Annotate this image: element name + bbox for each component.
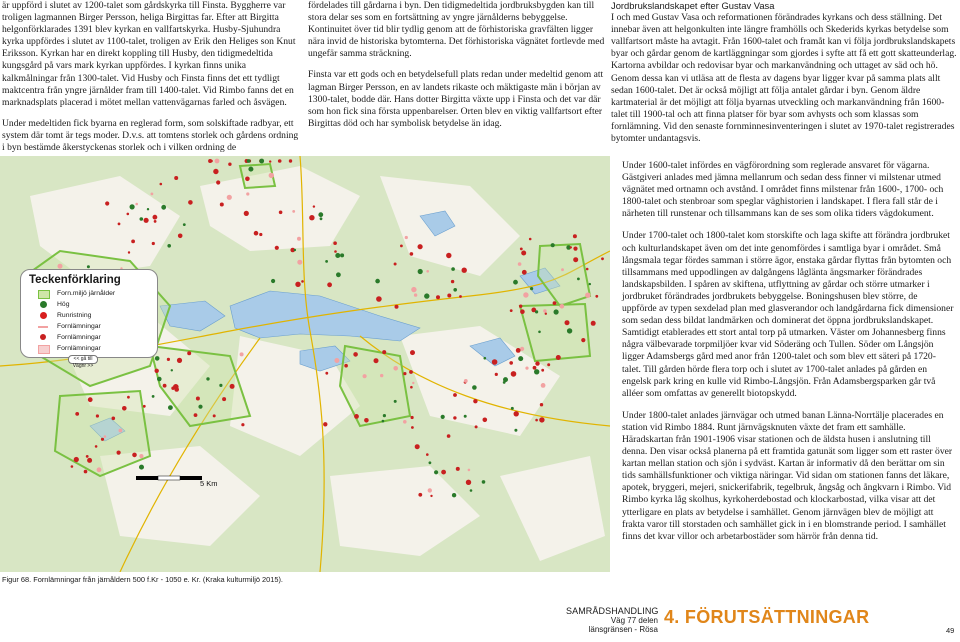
- map-legend: [20, 269, 158, 358]
- monument-marker: [132, 453, 137, 458]
- paragraph: I och med Gustav Vasa och reformationen förändrades kyrkans och dess ställning. Det innebar även att helgonkulten inte längre framhölls och Skederids kyrkas betydelse som vallfartsort måste ha avtagit. Från 1600-talet och framåt kan vi följa jordbrukslandskapets byar och gårdar genom de kartläggningar som gjordes i syfte att få ett gott skatteunderlag. Kartorna avbildar och redovisar byar och markanvändning och uttaget av säd och hö. Genom dessa kan vi utläsa att de flesta av dagens byar ligger kvar på samma plats allt sedan 1600-talet. Det är också möjligt att följa antalet gårdar i byn. Genom äldre kartmaterial är det möjligt att följa byarnas utveckling och markanvändning från 1600-talet till 1900-tal och att finna platser för byar som avhysts och som klassas som fornlämning. Vid den senaste fornminnesinventeringen i slutet av 1970-talet registrerades bytomter undantagsvis.: [611, 12, 957, 145]
- monument-marker: [426, 453, 429, 456]
- document-status: SAMRÅDSHANDLING: [566, 606, 659, 616]
- monument-marker: [127, 213, 130, 216]
- monument-marker: [434, 470, 438, 474]
- monument-marker: [415, 444, 420, 449]
- monument-marker: [510, 309, 513, 312]
- monument-marker: [275, 246, 279, 250]
- legend-label: Fornlämningar: [57, 334, 101, 341]
- monument-marker: [565, 320, 570, 325]
- monument-marker: [418, 244, 423, 249]
- legend-label: Hög: [57, 301, 70, 308]
- monument-marker: [297, 237, 301, 241]
- monument-marker: [269, 173, 274, 178]
- monument-marker: [104, 435, 107, 438]
- legend-label: Forn.miljö järnålder: [57, 290, 116, 297]
- monument-marker: [522, 270, 527, 275]
- monument-marker: [573, 234, 577, 238]
- monument-marker: [394, 263, 397, 266]
- legend-item: [21, 343, 157, 354]
- monument-marker: [97, 467, 102, 472]
- monument-marker: [228, 163, 231, 166]
- monument-marker: [483, 418, 488, 423]
- monument-marker: [534, 369, 539, 374]
- monument-marker: [520, 309, 525, 314]
- monument-marker: [155, 356, 160, 361]
- monument-marker: [412, 382, 414, 384]
- monument-marker: [131, 240, 135, 244]
- monument-marker: [553, 301, 557, 305]
- monument-marker: [105, 201, 109, 205]
- monument-marker: [446, 253, 451, 258]
- monument-marker: [589, 283, 591, 285]
- monument-marker: [344, 364, 348, 368]
- monument-marker: [541, 383, 546, 388]
- monument-marker: [395, 305, 399, 309]
- monument-marker: [160, 183, 163, 186]
- dot-icon: [40, 334, 46, 340]
- monument-marker: [535, 361, 539, 365]
- legend-title: Teckenförklaring: [29, 274, 121, 286]
- monument-marker: [495, 373, 498, 376]
- monument-marker: [470, 489, 473, 492]
- monument-marker: [87, 458, 92, 463]
- monument-marker: [259, 233, 262, 236]
- monument-marker: [535, 419, 538, 422]
- monument-marker: [289, 159, 292, 162]
- monument-marker: [96, 414, 99, 417]
- monument-marker: [551, 243, 555, 247]
- monument-marker: [163, 384, 167, 388]
- monument-marker: [327, 282, 332, 287]
- monument-marker: [473, 399, 477, 403]
- monument-marker: [157, 377, 162, 382]
- monument-marker: [153, 215, 158, 220]
- legend-label: Fornlämningar: [57, 323, 101, 330]
- monument-marker: [441, 415, 445, 419]
- monument-marker: [323, 422, 327, 426]
- legend-item: [21, 310, 157, 321]
- green-area-icon: [38, 290, 50, 299]
- monument-marker: [334, 250, 337, 253]
- monument-marker: [167, 358, 170, 361]
- monument-marker: [374, 358, 379, 363]
- monument-marker: [183, 223, 186, 226]
- monument-marker: [453, 393, 457, 397]
- monument-marker: [139, 465, 144, 470]
- monument-marker: [447, 294, 451, 298]
- legend-item: [21, 299, 157, 310]
- monument-marker: [429, 461, 432, 464]
- monument-marker: [462, 268, 467, 273]
- monument-marker: [178, 234, 183, 239]
- monument-marker: [529, 238, 532, 241]
- monument-marker: [430, 495, 432, 497]
- monument-marker: [533, 366, 537, 370]
- legend-item: [21, 288, 157, 299]
- monument-marker: [535, 310, 538, 313]
- monument-marker: [130, 204, 135, 209]
- legend-label: Runristning: [57, 312, 92, 319]
- monument-marker: [403, 372, 406, 375]
- monument-marker: [591, 321, 596, 326]
- monument-marker: [484, 357, 487, 360]
- monument-marker: [380, 374, 383, 377]
- page-number: 49: [946, 626, 955, 635]
- monument-marker: [161, 205, 166, 210]
- monument-marker: [410, 350, 415, 355]
- monument-marker: [539, 417, 544, 422]
- monument-marker: [364, 418, 369, 423]
- monument-marker: [585, 293, 590, 298]
- text-column-2: [308, 0, 608, 139]
- monument-marker: [230, 384, 235, 389]
- monument-marker: [511, 407, 514, 410]
- monument-marker: [601, 257, 604, 260]
- monument-marker: [503, 377, 508, 382]
- monument-marker: [188, 200, 193, 205]
- monument-marker: [375, 279, 380, 284]
- monument-marker: [541, 369, 544, 372]
- monument-marker: [560, 304, 565, 309]
- monument-marker: [411, 426, 414, 429]
- monument-marker: [451, 280, 454, 283]
- monument-marker: [151, 193, 154, 196]
- monument-marker: [84, 470, 88, 474]
- legend-item: [21, 332, 157, 343]
- monument-marker: [294, 249, 296, 251]
- monument-marker: [271, 279, 275, 283]
- monument-marker: [88, 397, 93, 402]
- monument-marker: [269, 160, 271, 162]
- monument-marker: [586, 268, 589, 271]
- legend-item: [21, 321, 157, 332]
- monument-marker: [152, 242, 155, 245]
- monument-marker: [325, 260, 328, 263]
- monument-marker: [353, 352, 358, 357]
- monument-marker: [452, 493, 456, 497]
- monument-marker: [456, 467, 460, 471]
- monument-marker: [206, 377, 209, 380]
- north-label: << gå till Vägnr >>: [68, 355, 98, 364]
- monument-marker: [122, 406, 127, 411]
- runestone-icon: [40, 312, 47, 319]
- monument-marker: [117, 451, 121, 455]
- monument-marker: [87, 265, 90, 268]
- paragraph: fördelades till gårdarna i byn. Den tidigmedeltida jordbruksbygden kan till stora delar ses som en fortsättning av yngre järnålderns bebyggelse. Kontinuitet över tid blir tydlig genom att de förhistoriska gravfälten ligger nära invid de historiska bytomterna. Det förhistoriska vägnätet fortlevde med ungefär samma sträckning.: [308, 0, 605, 60]
- page-footer: [566, 606, 658, 634]
- monument-marker: [248, 167, 253, 172]
- monument-marker: [464, 379, 468, 383]
- paragraph: Finsta var ett gods och en betydelsefull plats redan under medeltid genom att lagman Birger Persson, en av landets rikaste och mäktigaste män i början av 1300-talet, bodde där. Hans dotter Birgitta växte upp i Finsta och det var där som hon fick sina första uppenbarelser. Orten blev en viktig vallfartsort efter Birgittas död och har symbolisk betydelse än idag.: [308, 69, 604, 129]
- monument-marker: [86, 455, 89, 458]
- monument-marker: [155, 369, 159, 373]
- section-heading: Jordbrukslandskapet efter Gustav Vasa: [611, 0, 775, 11]
- monument-marker: [492, 359, 498, 365]
- monument-marker: [383, 414, 386, 417]
- monument-marker: [198, 405, 202, 409]
- monument-marker: [245, 177, 250, 182]
- text-column-4: [622, 160, 954, 553]
- monument-marker: [154, 220, 157, 223]
- monument-marker: [219, 384, 222, 387]
- monument-marker: [414, 293, 417, 296]
- monument-marker: [244, 211, 249, 216]
- monument-marker: [259, 159, 264, 164]
- monument-marker: [514, 429, 517, 432]
- monument-marker: [543, 309, 546, 312]
- monument-marker: [538, 331, 541, 334]
- monument-marker: [516, 348, 521, 353]
- monument-marker: [333, 241, 337, 245]
- monument-marker: [411, 416, 414, 419]
- monument-marker: [520, 248, 523, 251]
- monument-marker: [561, 268, 564, 271]
- monument-marker: [213, 169, 218, 174]
- monument-marker: [279, 211, 283, 215]
- monument-marker: [581, 338, 585, 342]
- monument-marker: [577, 278, 580, 281]
- monument-marker: [58, 264, 63, 269]
- monument-marker: [468, 469, 471, 472]
- mound-icon: [40, 301, 47, 308]
- monument-marker: [194, 413, 198, 417]
- monument-marker: [410, 386, 413, 389]
- monument-marker: [453, 288, 457, 292]
- monument-marker: [394, 400, 397, 403]
- monument-marker: [335, 253, 340, 258]
- monument-marker: [354, 414, 359, 419]
- monument-marker: [595, 295, 598, 298]
- monument-marker: [278, 159, 282, 163]
- monument-marker: [540, 403, 543, 406]
- monument-marker: [573, 257, 578, 262]
- monument-marker: [547, 363, 550, 366]
- monument-marker: [292, 210, 295, 213]
- monument-marker: [523, 292, 528, 297]
- monument-marker: [240, 352, 244, 356]
- monument-marker: [318, 212, 323, 217]
- monument-marker: [545, 313, 547, 315]
- monument-marker: [187, 351, 191, 355]
- monument-marker: [177, 358, 182, 363]
- monument-marker: [215, 159, 220, 164]
- monument-marker: [196, 397, 200, 401]
- line-icon: [38, 326, 48, 328]
- monument-marker: [513, 280, 518, 285]
- monument-marker: [320, 217, 323, 220]
- monument-marker: [173, 384, 179, 390]
- monument-marker: [418, 493, 422, 497]
- text-column-1: [2, 0, 302, 163]
- monument-marker: [112, 417, 116, 421]
- monument-marker: [71, 465, 74, 468]
- monument-marker: [119, 429, 123, 433]
- monument-marker: [520, 347, 524, 351]
- paragraph: är uppförd i slutet av 1200-talet som gårdskyrka till Finsta. Byggherre var troligen lagmannen Birger Persson, heliga Birgittas far. Efter att Birgitta helgonförklarades 1391 blev kyrkan en vallfartskyrka. Husby-Sjuhundra kyrka uppfördes i slutet av 1100-talet, troligen av Erik den Heliges son Knut Eriksson. Kyrkan har en direkt koppling till Husby, den tidigmedeltida kungsgård på vars mark kyrkan uppfördes. I kyrkan finns unika kalkmålningar från 1300-talet. Vid Husby och Finsta finns det ett tydligt maktcentra från yngre järnålder fram till 1400-talet. Vid Rimbo fanns det en marknadsplats placerad i mötet mellan vattenvägarnas farled och åsvägen.: [2, 0, 296, 108]
- monument-marker: [393, 366, 398, 371]
- monument-marker: [530, 287, 533, 290]
- scale-label: 5 Km: [200, 479, 218, 488]
- monument-marker: [428, 488, 432, 492]
- monument-marker: [518, 356, 523, 361]
- monument-marker: [518, 262, 522, 266]
- monument-marker: [325, 372, 328, 375]
- monument-marker: [405, 236, 408, 239]
- monument-marker: [152, 395, 155, 398]
- monument-marker: [482, 480, 486, 484]
- monument-marker: [447, 434, 451, 438]
- legend-label: Fornlämningar: [57, 345, 101, 352]
- scale-bar: [136, 476, 202, 480]
- monument-marker: [210, 160, 213, 163]
- archaeology-map: [0, 156, 610, 572]
- monument-marker: [514, 411, 519, 416]
- monument-marker: [140, 217, 144, 221]
- monument-marker: [309, 215, 314, 220]
- paragraph: Under medeltiden fick byarna en reglerad form, som solskiftade radbyar, ett system där tomt är tegs moder. D.v.s. att tomtens storlek och gårdens ordning i byn bestämde åkerstyckenas storlek och i vilken ordning de: [2, 117, 299, 154]
- monument-marker: [382, 350, 386, 354]
- monument-marker: [246, 192, 249, 195]
- project-name: Väg 77 delen länsgränsen - Rösa: [588, 616, 658, 634]
- monument-marker: [144, 218, 149, 223]
- monument-marker: [75, 412, 79, 416]
- text-column-3: [611, 0, 957, 154]
- monument-marker: [472, 385, 477, 390]
- monument-marker: [334, 358, 339, 363]
- monument-marker: [525, 367, 528, 370]
- monument-marker: [567, 328, 572, 333]
- monument-marker: [426, 270, 429, 273]
- monument-marker: [556, 355, 561, 360]
- monument-marker: [174, 176, 178, 180]
- monument-marker: [400, 245, 403, 248]
- monument-marker: [436, 295, 440, 299]
- monument-marker: [213, 414, 216, 417]
- figure-caption: Figur 68. Fornlämningar från järnåldern 500 f.Kr - 1050 e. Kr. (Kraka kulturmiljö 2015).: [2, 575, 283, 584]
- monument-marker: [382, 420, 385, 423]
- area-icon: [38, 345, 50, 354]
- monument-marker: [128, 251, 130, 253]
- monument-marker: [127, 396, 130, 399]
- monument-marker: [511, 371, 517, 377]
- monument-marker: [313, 205, 315, 207]
- monument-marker: [167, 244, 171, 248]
- monument-marker: [139, 454, 143, 458]
- monument-marker: [74, 457, 79, 462]
- monument-marker: [95, 445, 98, 448]
- monument-marker: [241, 423, 244, 426]
- monument-marker: [118, 223, 121, 226]
- monument-marker: [409, 370, 413, 374]
- monument-marker: [464, 415, 467, 418]
- monument-marker: [573, 247, 577, 251]
- monument-marker: [554, 309, 559, 314]
- monument-marker: [521, 251, 526, 256]
- monument-marker: [418, 269, 423, 274]
- monument-marker: [247, 159, 251, 163]
- monument-marker: [340, 253, 344, 257]
- monument-marker: [297, 260, 302, 265]
- monument-marker: [220, 203, 224, 207]
- monument-marker: [411, 287, 416, 292]
- monument-marker: [101, 438, 104, 441]
- monument-marker: [509, 361, 513, 365]
- monument-marker: [301, 280, 304, 283]
- monument-marker: [451, 267, 455, 271]
- monument-marker: [135, 203, 138, 206]
- monument-marker: [171, 369, 173, 371]
- monument-marker: [227, 195, 232, 200]
- monument-marker: [459, 295, 462, 298]
- paragraph: Under 1800-talet anlades järnvägar och utmed banan Länna-Norrtälje placerades en station vid Rimbo 1884. Runt järnvägsknuten växte det fram ett samhälle. Häradskartan från 1901-1906 visar stationen och de äldsta husen i anslutning till denna. Den visar också planerna på ett framtida gatunät som ligger som ett raster över kartan mellan station och sjön i sydväst. Kartan är informativ då den berättar om sin tids samhällsfunktioner och viktiga näringar. Vid sidan om stationen fanns det läkare, apotek, bryggeri, mejeri, snickerifabrik, tegelbruk, ångsåg och ångkvarn i Rimbo. Vid Rimbo kyrka låg skolhus, kyrkoherdebostad och klockarbostad, vilka visar att det ytterligare en plats av betydelse i samhället. Genom järnvägen blev de möjligt att frakta varor till storstaden och samhället gick in i en blomstrande period. I samhället finns det kvar villor och arbetarbostäder som härrör från denna tid.: [622, 409, 953, 542]
- monument-marker: [441, 470, 446, 475]
- monument-marker: [453, 416, 456, 419]
- monument-marker: [570, 246, 572, 248]
- monument-marker: [519, 305, 522, 308]
- monument-marker: [295, 282, 300, 287]
- monument-marker: [403, 420, 407, 424]
- monument-marker: [424, 293, 429, 298]
- monument-marker: [216, 180, 220, 184]
- monument-marker: [475, 425, 478, 428]
- monument-marker: [376, 296, 382, 302]
- monument-marker: [363, 374, 367, 378]
- monument-marker: [410, 252, 414, 256]
- monument-marker: [254, 231, 259, 236]
- monument-marker: [466, 480, 471, 485]
- paragraph: Under 1700-talet och 1800-talet kom storskifte och laga skifte att förändra jordbruket och kulturlandskapet även om det inte genomfördes i samtliga byar i området. Små långsmala tegar fördes samman i större ägor, enstaka gårdar flyttas från bytomten och tillsammans med uppodlingen av dalgångens låglänta ängsmarker förändrades landskapsbilden. I spåren av skiftena, utflyttning av gårdar och större utmarker i jordbruket förändrades jordbrukets bebyggelse. Boningshusen blev större, de uppförde av typen sexdelad plan med glasverandor och landgårdarna fick dimensioner som sedan dess bildat landmärken och dominerat det öppna jordbrukslandskapet. Samtidigt etablerades ett stort antal torp på utmarken. Väster om Johannesberg finns några välbevarade torpmiljöer kvar vid Söderäng och Tullen. Söder om Långsjön ligger Adamsbergs gård med anor från 1200-talet och som blev ett säteri på 1720-talet. Till gården hörde flera torp och i slutet av 1700-talet anlades på gården en engelsk park kring en kulle vid Rimbo-Långsjön. Från Adamsbergsparken går två alléer som omfattas av generellt biotopskydd.: [622, 230, 954, 399]
- chapter-title: 4. FÖRUTSÄTTNINGAR: [664, 607, 870, 627]
- monument-marker: [222, 397, 226, 401]
- monument-marker: [168, 405, 173, 410]
- monument-marker: [143, 405, 146, 408]
- monument-marker: [336, 272, 341, 277]
- monument-marker: [147, 208, 149, 210]
- paragraph: Under 1600-talet infördes en vägförordning som reglerade ansvaret för vägarna. Gästgiveri anlades med jämna mellanrum och sedan dess finner vi milstenar utmed vägnätet med ortnamn och avstånd. I området finns milstenar från 1600-, 1700- och 1800-talet och stenbroar som speglar väghistorien i landskapet. I flera fall står de i närheten till runstenar och tillsammans kan de ses som olika tiders vägdokument.: [622, 160, 944, 220]
